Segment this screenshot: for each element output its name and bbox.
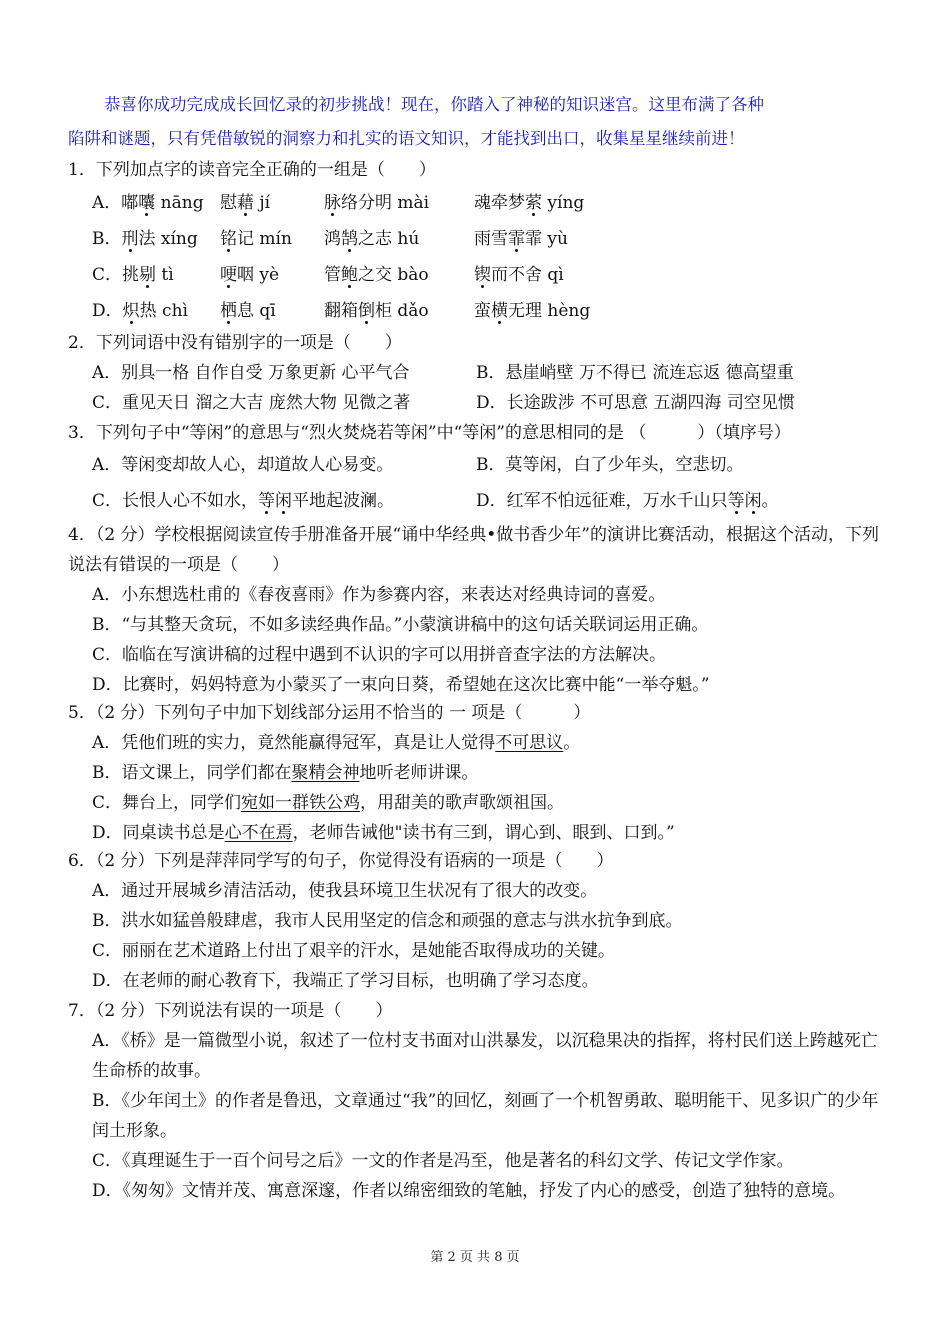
- dotted-char: 等: [727, 491, 745, 511]
- question-1-option-row: [68, 257, 890, 293]
- option-b: B．语文课上，同学们都在聚精会神地听老师讲课。: [92, 763, 479, 783]
- question-6-stem: 6．（2 分）下列是萍萍同学写的句子，你觉得没有语病的一项是（ ）: [68, 851, 614, 871]
- underlined-phrase: 心不在焉: [224, 823, 293, 843]
- dotted-char: 萦: [525, 193, 542, 213]
- dotted-char: 鹄: [341, 229, 358, 249]
- option-b: B．《少年闰土》的作者是鲁迅，文章通过“我”的回忆，刻画了一个机智勇敢、聪明能干、见多识广的少年闰土形象。: [92, 1091, 879, 1141]
- option-b: B．莫等闲，白了少年头，空悲切。: [476, 455, 744, 475]
- option-d: D．比赛时，妈妈特意为小蒙买了一束向日葵，希望她在这次比赛中能“一举夺魁。”: [92, 675, 710, 695]
- question-5: [68, 698, 890, 848]
- option-a: A．等闲变却故人心，却道故人心易变。: [92, 455, 394, 475]
- option-a: A．通过开展城乡清洁活动，使我县环境卫生状况有了很大的改变。: [92, 881, 598, 901]
- underlined-phrase: 不可思议: [495, 733, 564, 753]
- question-4: [68, 520, 890, 700]
- option-d: D．《匆匆》文情并茂、寓意深邃，作者以绵密细致的笔触，抒发了内心的感受，创造了独特的意境。: [92, 1181, 846, 1201]
- option-a: A．别具一格 自作自受 万象更新 心平气合: [92, 363, 410, 383]
- dotted-char: 铭: [220, 229, 237, 249]
- dotted-char: 哽: [220, 265, 237, 285]
- question-7-stem: 7．（2 分）下列说法有误的一项是（ ）: [68, 1001, 393, 1021]
- question-2-row-1: [68, 358, 890, 388]
- intro-line-1: 恭喜你成功完成成长回忆录的初步挑战！现在，你踏入了神秘的知识迷宫。这里布满了各种: [104, 95, 764, 114]
- question-5-stem: 5．（2 分）下列句子中加下划线部分运用不恰当的 一 项是（ ）: [68, 703, 591, 723]
- dotted-char: 横: [491, 301, 508, 321]
- option-c: C．长恨人心不如水，等闲平地起波澜。: [92, 491, 395, 511]
- question-1: [68, 155, 890, 329]
- question-3-row-1: [68, 448, 890, 482]
- dotted-word: [258, 491, 292, 511]
- underlined-phrase: 聚精会神: [291, 763, 360, 783]
- intro-line-2: 陷阱和谜题，只有凭借敏锐的洞察力和扎实的语文知识，才能找到出口，收集星星继续前进！: [68, 129, 745, 148]
- dotted-char: 栖: [220, 301, 237, 321]
- dotted-char: 闲: [744, 491, 762, 511]
- dotted-char: 等: [258, 491, 276, 511]
- option-item: 蛮横无理 hèng: [474, 301, 591, 321]
- page-number: 第 2 页 共 8 页: [430, 1250, 520, 1265]
- option-item: 铭记 mín: [220, 229, 292, 249]
- option-b: B．“与其整天贪玩，不如多读经典作品。”小蒙演讲稿中的这句话关联词运用正确。: [92, 615, 709, 635]
- option-a: A．《桥》是一篇微型小说，叙述了一位村支书面对山洪暴发，以沉稳果决的指挥，将村民们送上跨越死亡生命桥的故事。: [92, 1031, 878, 1081]
- question-3-stem: 3．下列句子中“等闲”的意思与“烈火焚烧若等闲”中“等闲”的意思相同的是 （ ）（填序号）: [68, 423, 791, 443]
- dotted-char: 刑: [121, 229, 139, 249]
- option-d: D．红军不怕远征难，万水千山只等闲。: [476, 491, 779, 511]
- question-1-option-row: [68, 221, 890, 257]
- dotted-char: 霏: [508, 229, 525, 249]
- option-item: D．炽热 chì: [92, 301, 188, 321]
- option-item: 脉络分明 mài: [324, 193, 430, 213]
- question-2: [68, 328, 890, 418]
- dotted-char: 剔: [139, 265, 157, 285]
- option-c: C．重见天日 溜之大吉 庞然大物 见微之著: [92, 393, 411, 413]
- dotted-char: 脉: [324, 193, 341, 213]
- option-d: D．同桌读书总是心不在焉，老师告诫他"读书有三到，谓心到、眼到、口到。”: [92, 823, 675, 843]
- question-4-stem: 4．（2 分）学校根据阅读宣传手册准备开展“诵中华经典•做书香少年”的演讲比赛活动，根据这个活动，下列说法有错误的一项是（ ）: [68, 525, 879, 575]
- option-item: 翻箱倒柜 dǎo: [324, 301, 429, 321]
- option-item: B．刑法 xíng: [92, 229, 198, 249]
- question-2-stem: 2．下列词语中没有错别字的一项是（ ）: [68, 333, 402, 353]
- question-2-row-2: [68, 388, 890, 418]
- option-b: B．洪水如猛兽般肆虐，我市人民用坚定的信念和顽强的意志与洪水抗争到底。: [92, 911, 683, 931]
- option-c: C．临临在写演讲稿的过程中遇到不认识的字可以用拼音查字法的方法解决。: [92, 645, 667, 665]
- dotted-char: 炽: [122, 301, 140, 321]
- option-d: D．在老师的耐心教育下，我端正了学习目标，也明确了学习态度。: [92, 971, 599, 991]
- question-3-row-2: [68, 482, 890, 520]
- question-7: [68, 996, 890, 1206]
- option-item: 魂牵梦萦 yíng: [474, 193, 585, 213]
- option-item: 管鲍之交 bào: [324, 265, 429, 285]
- dotted-char: 囔: [138, 193, 156, 213]
- underlined-phrase: 宛如一群铁公鸡: [241, 793, 361, 813]
- dotted-char: 锲: [474, 265, 491, 285]
- question-3: [68, 418, 890, 520]
- question-1-stem: 1．下列加点字的读音完全正确的一组是（ ）: [68, 160, 436, 180]
- option-c: C．《真理诞生于一百个问号之后》一文的作者是冯至，他是著名的科幻文学、传记文学作家。: [92, 1151, 794, 1171]
- intro-paragraph: [68, 88, 888, 156]
- option-a: A．小东想选杜甫的《春夜喜雨》作为参赛内容，来表达对经典诗词的喜爱。: [92, 585, 666, 605]
- option-item: 鸿鹄之志 hú: [324, 229, 420, 249]
- option-item: 慰藉 jí: [220, 193, 271, 213]
- option-c: C．舞台上，同学们宛如一群铁公鸡，用甜美的歌声歌颂祖国。: [92, 793, 565, 813]
- option-c: C．丽丽在艺术道路上付出了艰辛的汗水，是她能否取得成功的关键。: [92, 941, 616, 961]
- option-d: D．长途跋涉 不可思意 五湖四海 司空见惯: [476, 393, 795, 413]
- option-item: C．挑剔 tì: [92, 265, 174, 285]
- question-1-option-row: [68, 293, 890, 329]
- option-a: A．凭他们班的实力，竟然能赢得冠军，真是让人觉得不可思议。: [92, 733, 581, 753]
- option-b: B．悬崖峭壁 万不得已 流连忘返 德高望重: [476, 363, 794, 383]
- dotted-char: 藉: [237, 193, 254, 213]
- option-item: 雨雪霏霏 yù: [474, 229, 568, 249]
- dotted-char: 倒: [358, 301, 375, 321]
- dotted-char: 鲍: [341, 265, 358, 285]
- question-1-option-row: [68, 185, 890, 221]
- option-item: 哽咽 yè: [220, 265, 280, 285]
- option-item: 栖息 qī: [220, 301, 276, 321]
- dotted-word: [728, 491, 762, 511]
- dotted-char: 闲: [275, 491, 293, 511]
- question-6: [68, 846, 890, 996]
- option-item: A．嘟囔 nāng: [92, 193, 204, 213]
- option-item: 锲而不舍 qì: [474, 265, 564, 285]
